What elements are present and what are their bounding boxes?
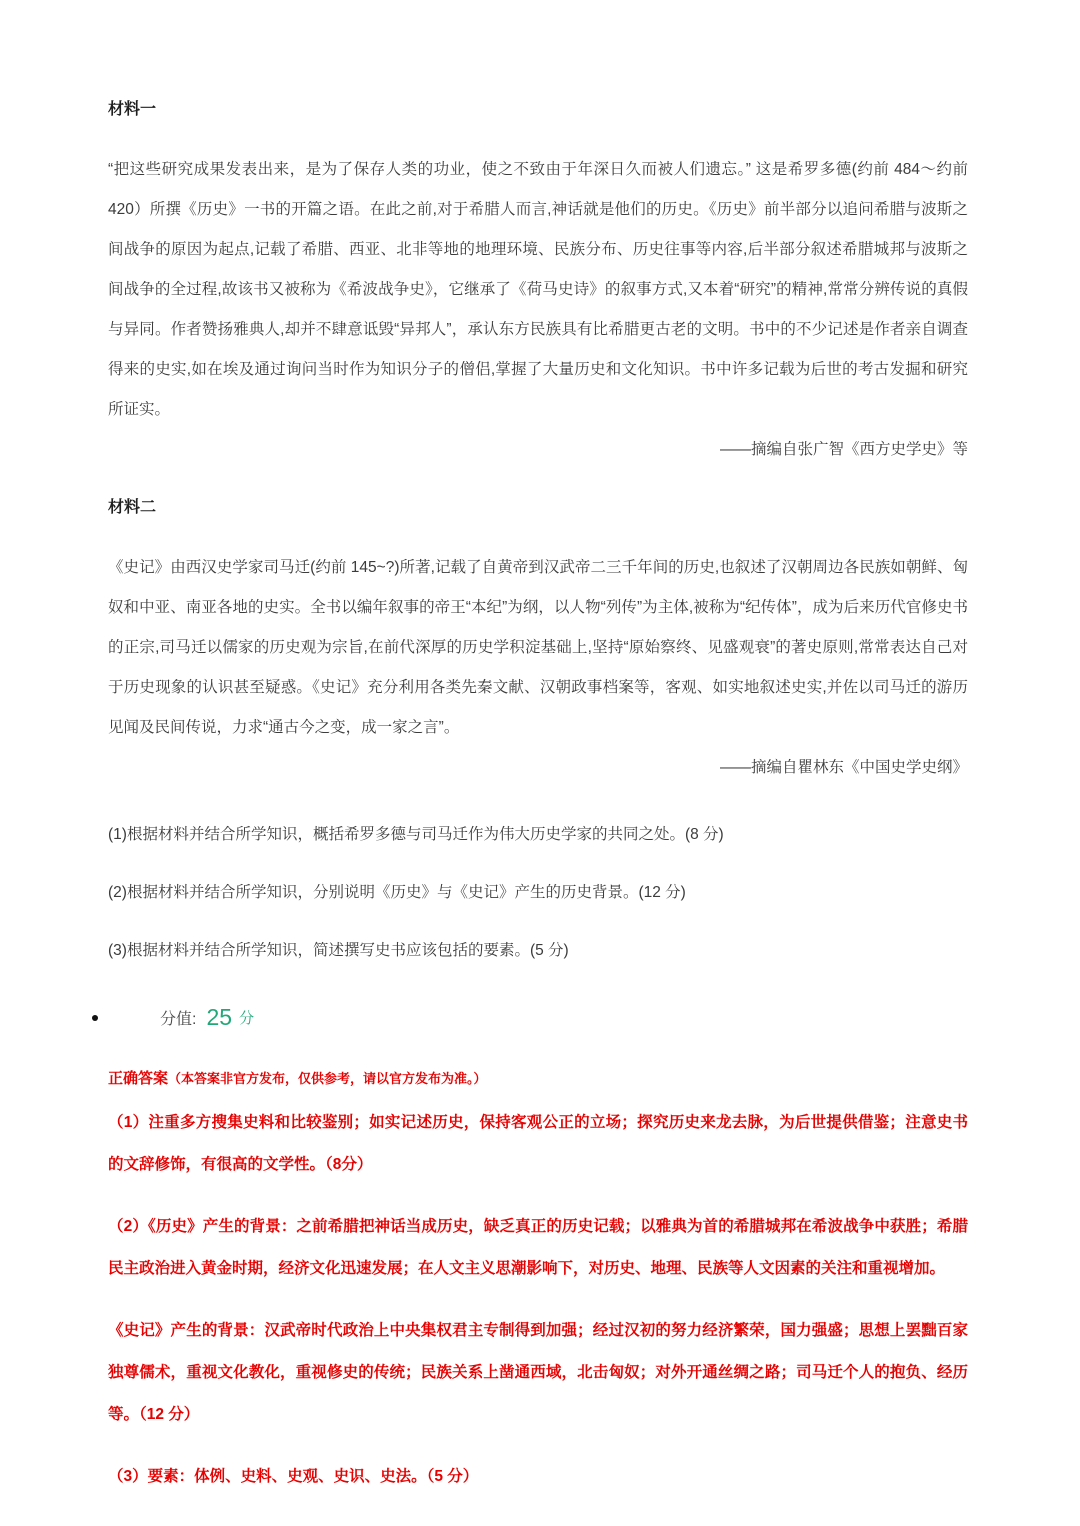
- material-1-attribution: ——摘编自张广智《西方史学史》等: [719, 441, 968, 458]
- score-label: 分值:: [160, 1011, 197, 1028]
- score-unit: 分: [239, 1010, 255, 1027]
- question-3: (3)根据材料并结合所学知识，简述撰写史书应该包括的要素。(5 分): [108, 942, 569, 959]
- material-2-heading: 材料二: [108, 499, 157, 516]
- score-value: 25: [206, 1004, 233, 1030]
- answer-paragraph-3: 《史记》产生的背景：汉武帝时代政治上中央集权君主专制得到加强；经过汉初的努力经济繁荣，国力强盛；思想上罢黜百家独尊儒术，重视文化教化，重视修史的传统；民族关系上凿通西域，北击匈奴；对外开通丝绸之路；司马迁个人的抱负、经历等。（12 分）: [108, 1322, 968, 1423]
- correct-answer-header: [108, 1067, 968, 1088]
- correct-answer-title: 正确答案: [108, 1070, 169, 1087]
- question-2: (2)根据材料并结合所学知识，分别说明《历史》与《史记》产生的历史背景。(12 分): [108, 884, 686, 901]
- material-2-body: 《史记》由西汉史学家司马迁(约前 145~?)所著,记载了自黄帝到汉武帝二三千年间的历史,也叙述了汉朝周边各民族如朝鲜、匈奴和中亚、南亚各地的史实。全书以编年叙事的帝王“本纪”为纲，以人物“列传”为主体,被称为“纪传体”，成为后来历代官修史书的正宗,司马迁以儒家的历史观为宗旨,在前代深厚的历史学积淀基础上,坚持“原始察终、见盛观衰”的著史原则,常常表达自己对于历史现象的认识甚至疑惑。《史记》充分利用各类先秦文献、汉朝政事档案等，客观、如实地叙述史实,并佐以司马迁的游历见闻及民间传说，力求“通古今之变，成一家之言”。: [108, 559, 968, 736]
- question-1: (1)根据材料并结合所学知识，概括希罗多德与司马迁作为伟大历史学家的共同之处。(8 分): [108, 826, 724, 843]
- answer-paragraph-2: （2）《历史》产生的背景：之前希腊把神话当成历史，缺乏真正的历史记载；以雅典为首的希腊城邦在希波战争中获胜；希腊民主政治进入黄金时期，经济文化迅速发展；在人文主义思潮影响下，对历史、地理、民族等人文因素的关注和重视增加。: [108, 1218, 968, 1277]
- material-2-attribution: ——摘编自瞿林东《中国史学史纲》: [719, 759, 968, 776]
- answer-paragraph-4: （3）要素：体例、史料、史观、史识、史法。（5 分）: [108, 1468, 479, 1485]
- score-row: [92, 1004, 968, 1031]
- bullet-icon: [92, 1015, 98, 1021]
- correct-answer-disclaimer: （本答案非官方发布，仅供参考，请以官方发布为准。）: [168, 1071, 487, 1086]
- material-1-body: “把这些研究成果发表出来，是为了保存人类的功业，使之不致由于年深日久而被人们遗忘。” 这是希罗多德(约前 484～约前 420）所撰《历史》一书的开篇之语。在此之前,对于希腊人而言,神话就是他们的历史。《历史》前半部分以追问希腊与波斯之间战争的原因为起点,记载了希腊、西亚、北非等地的地理环境、民族分布、历史往事等内容,后半部分叙述希腊城邦与波斯之间战争的全过程,故该书又被称为《希波战争史》，它继承了《荷马史诗》的叙事方式,又本着“研究”的精神,常常分辨传说的真假与异同。作者赞扬雅典人,却并不肆意诋毁“异邦人”，承认东方民族具有比希腊更古老的文明。书中的不少记述是作者亲自调查得来的史实,如在埃及通过询问当时作为知识分子的僧侣,掌握了大量历史和文化知识。书中许多记载为后世的考古发掘和研究所证实。: [108, 161, 968, 418]
- material-1-heading: 材料一: [108, 101, 157, 118]
- answer-paragraph-1: （1）注重多方搜集史料和比较鉴别；如实记述历史，保持客观公正的立场；探究历史来龙去脉，为后世提供借鉴；注意史书的文辞修饰，有很高的文学性。（8分）: [108, 1114, 968, 1173]
